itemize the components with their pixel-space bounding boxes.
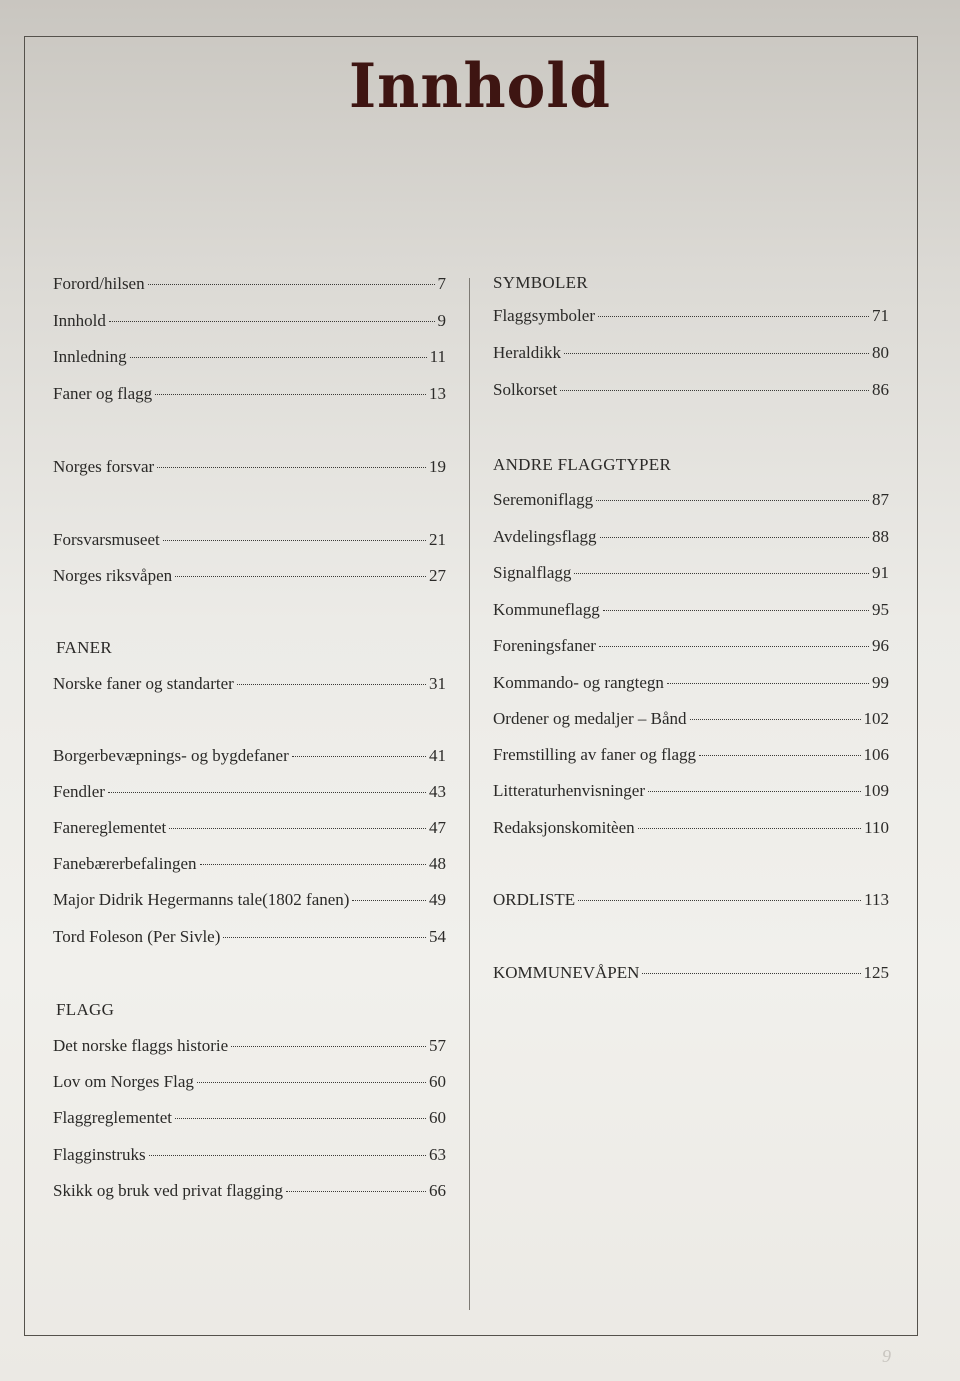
dot-leader — [169, 828, 426, 829]
toc-entry-page: 125 — [863, 963, 889, 982]
toc-entry-page: 54 — [429, 927, 446, 946]
toc-entry-page: 86 — [872, 380, 889, 399]
dot-leader — [197, 1082, 426, 1083]
dot-leader — [175, 1118, 426, 1119]
dot-leader — [292, 756, 426, 757]
toc-entry-label: Lov om Norges Flag — [53, 1072, 194, 1091]
dot-leader — [223, 937, 426, 938]
dot-leader — [642, 973, 860, 974]
toc-entry-page: 71 — [872, 306, 889, 325]
dot-leader — [130, 357, 427, 358]
dot-leader — [157, 467, 426, 468]
dot-leader — [286, 1191, 426, 1192]
toc-entry-page: 102 — [863, 709, 889, 728]
toc-entry[interactable] — [53, 1035, 446, 1057]
toc-entry-label: Kommando- og rangtegn — [493, 673, 664, 692]
toc-entry-label: Redaksjonskomitèen — [493, 818, 635, 837]
toc-entry-page: 9 — [437, 311, 446, 330]
toc-entry-page: 110 — [864, 818, 889, 837]
dot-leader — [148, 284, 435, 285]
toc-entry[interactable] — [53, 853, 446, 875]
toc-entry-label: Norges riksvåpen — [53, 566, 173, 585]
toc-entry-page: 63 — [429, 1145, 446, 1164]
dot-leader — [108, 792, 426, 793]
dot-leader — [175, 576, 426, 577]
dot-leader — [578, 900, 861, 901]
toc-entry-label: Foreningsfaner — [493, 636, 596, 655]
toc-entry-page: 109 — [863, 781, 889, 800]
toc-entry[interactable] — [53, 889, 446, 911]
toc-entry-label: Major Didrik Hegermanns tale(1802 fanen) — [53, 890, 350, 909]
section-heading-flagg: FLAGG — [56, 1000, 115, 1019]
toc-entry-kommunevapen[interactable] — [493, 962, 889, 984]
toc-entry-label: Innledning — [53, 347, 127, 366]
page-title: Innhold — [349, 50, 611, 122]
toc-entry-label: KOMMUNEVÅPEN — [493, 963, 640, 982]
toc-entry-label: Seremoniflagg — [493, 490, 594, 509]
toc-entry[interactable] — [493, 305, 889, 327]
toc-entry[interactable] — [493, 342, 889, 364]
toc-entry[interactable] — [493, 635, 889, 657]
toc-entry-label: Forsvarsmuseet — [53, 530, 160, 549]
toc-entry[interactable] — [53, 1144, 446, 1166]
toc-entry-page: 99 — [872, 673, 889, 692]
toc-entry-label: Tord Foleson (Per Sivle) — [53, 927, 221, 946]
toc-entry-label: Heraldikk — [493, 343, 561, 362]
dot-leader — [596, 500, 869, 501]
section-heading-andre-flaggtyper: ANDRE FLAGGTYPER — [493, 455, 672, 474]
toc-entry[interactable] — [53, 346, 446, 368]
toc-entry-page: 96 — [872, 636, 889, 655]
dot-leader — [667, 683, 869, 684]
toc-entry-label: Fremstilling av faner og flagg — [493, 745, 697, 764]
toc-entry-ordliste[interactable] — [493, 889, 889, 911]
toc-entry-page: 88 — [872, 527, 889, 546]
toc-entry[interactable] — [493, 379, 889, 401]
toc-entry[interactable] — [53, 529, 446, 551]
toc-entry[interactable] — [493, 672, 889, 694]
dot-leader — [109, 321, 435, 322]
toc-entry-label: Borgerbevæpnings- og bygdefaner — [53, 746, 289, 765]
toc-entry-page: 21 — [429, 530, 446, 549]
toc-entry-label: Skikk og bruk ved privat flagging — [53, 1181, 283, 1200]
toc-entry-page: 19 — [429, 457, 446, 476]
toc-entry-label: Fendler — [53, 782, 105, 801]
toc-entry-page: 49 — [429, 890, 446, 909]
toc-entry-label: Fanebærerbefalingen — [53, 854, 197, 873]
toc-entry-page: 66 — [429, 1181, 446, 1200]
toc-entry-label: Litteraturhenvisninger — [493, 781, 646, 800]
toc-entry-page: 43 — [429, 782, 446, 801]
dot-leader — [638, 828, 861, 829]
dot-leader — [699, 755, 860, 756]
toc-entry[interactable] — [53, 781, 446, 803]
toc-entry[interactable] — [53, 673, 446, 695]
toc-entry[interactable] — [53, 745, 446, 767]
dot-leader — [690, 719, 861, 720]
toc-entry-label: ORDLISTE — [493, 890, 576, 909]
dot-leader — [163, 540, 426, 541]
toc-entry-page: 80 — [872, 343, 889, 362]
dot-leader — [599, 646, 869, 647]
dot-leader — [600, 537, 869, 538]
toc-entry-label: Norges forsvar — [53, 457, 155, 476]
toc-entry-label: Fanereglementet — [53, 818, 167, 837]
toc-entry[interactable] — [53, 1180, 446, 1202]
toc-entry-page: 7 — [437, 274, 446, 293]
toc-entry-label: Forord/hilsen — [53, 274, 145, 293]
dot-leader — [237, 684, 426, 685]
toc-entry[interactable] — [493, 780, 889, 802]
toc-entry-page: 41 — [429, 746, 446, 765]
dot-leader — [231, 1046, 426, 1047]
dot-leader — [648, 791, 860, 792]
toc-entry[interactable] — [493, 817, 889, 839]
toc-entry-label: Avdelingsflagg — [493, 527, 597, 546]
toc-entry-page: 48 — [429, 854, 446, 873]
section-heading-faner: FANER — [56, 638, 112, 657]
toc-entry-page: 95 — [872, 600, 889, 619]
page-number: 9 — [882, 1346, 891, 1366]
dot-leader — [603, 610, 869, 611]
toc-entry-page: 91 — [872, 563, 889, 582]
toc-entry-label: Det norske flaggs historie — [53, 1036, 229, 1055]
toc-entry[interactable] — [493, 562, 889, 584]
dot-leader — [574, 573, 869, 574]
toc-entry-page: 27 — [429, 566, 446, 585]
toc-entry[interactable] — [493, 599, 889, 621]
toc-entry-label: Innhold — [53, 311, 106, 330]
toc-entry-label: Flagginstruks — [53, 1145, 146, 1164]
toc-entry-page: 106 — [863, 745, 889, 764]
toc-entry-label: Norske faner og standarter — [53, 674, 234, 693]
toc-entry[interactable] — [493, 489, 889, 511]
dot-leader — [564, 353, 869, 354]
toc-entry[interactable] — [53, 817, 446, 839]
column-divider — [469, 278, 470, 1310]
toc-entry[interactable] — [53, 565, 446, 587]
toc-entry-page: 11 — [429, 347, 446, 366]
toc-entry-label: Flaggsymboler — [493, 306, 595, 325]
toc-entry-label: Signalflagg — [493, 563, 572, 582]
toc-entry[interactable] — [53, 383, 446, 405]
toc-entry[interactable] — [493, 744, 889, 766]
dot-leader — [598, 316, 869, 317]
toc-entry-page: 13 — [429, 384, 446, 403]
dot-leader — [149, 1155, 426, 1156]
toc-entry-label: Kommuneflagg — [493, 600, 600, 619]
toc-entry[interactable] — [53, 1071, 446, 1093]
section-heading-symboler: SYMBOLER — [493, 273, 588, 292]
toc-entry[interactable] — [53, 310, 446, 332]
toc-entry-page: 60 — [429, 1072, 446, 1091]
toc-entry[interactable] — [493, 526, 889, 548]
toc-entry-page: 47 — [429, 818, 446, 837]
toc-entry[interactable] — [53, 1107, 446, 1129]
toc-entry-page: 57 — [429, 1036, 446, 1055]
toc-entry[interactable] — [53, 273, 446, 295]
dot-leader — [200, 864, 427, 865]
toc-entry-label: Flaggreglementet — [53, 1108, 172, 1127]
toc-entry[interactable] — [493, 708, 889, 730]
toc-entry-page: 87 — [872, 490, 889, 509]
dot-leader — [560, 390, 869, 391]
toc-entry-page: 31 — [429, 674, 446, 693]
toc-entry-label: Solkorset — [493, 380, 558, 399]
toc-entry-page: 60 — [429, 1108, 446, 1127]
toc-entry-label: Faner og flagg — [53, 384, 153, 403]
toc-entry[interactable] — [53, 926, 446, 948]
toc-entry-label: Ordener og medaljer – Bånd — [493, 709, 687, 728]
dot-leader — [155, 394, 426, 395]
toc-entry-page: 113 — [864, 890, 889, 909]
toc-entry[interactable] — [53, 456, 446, 478]
dot-leader — [352, 900, 426, 901]
